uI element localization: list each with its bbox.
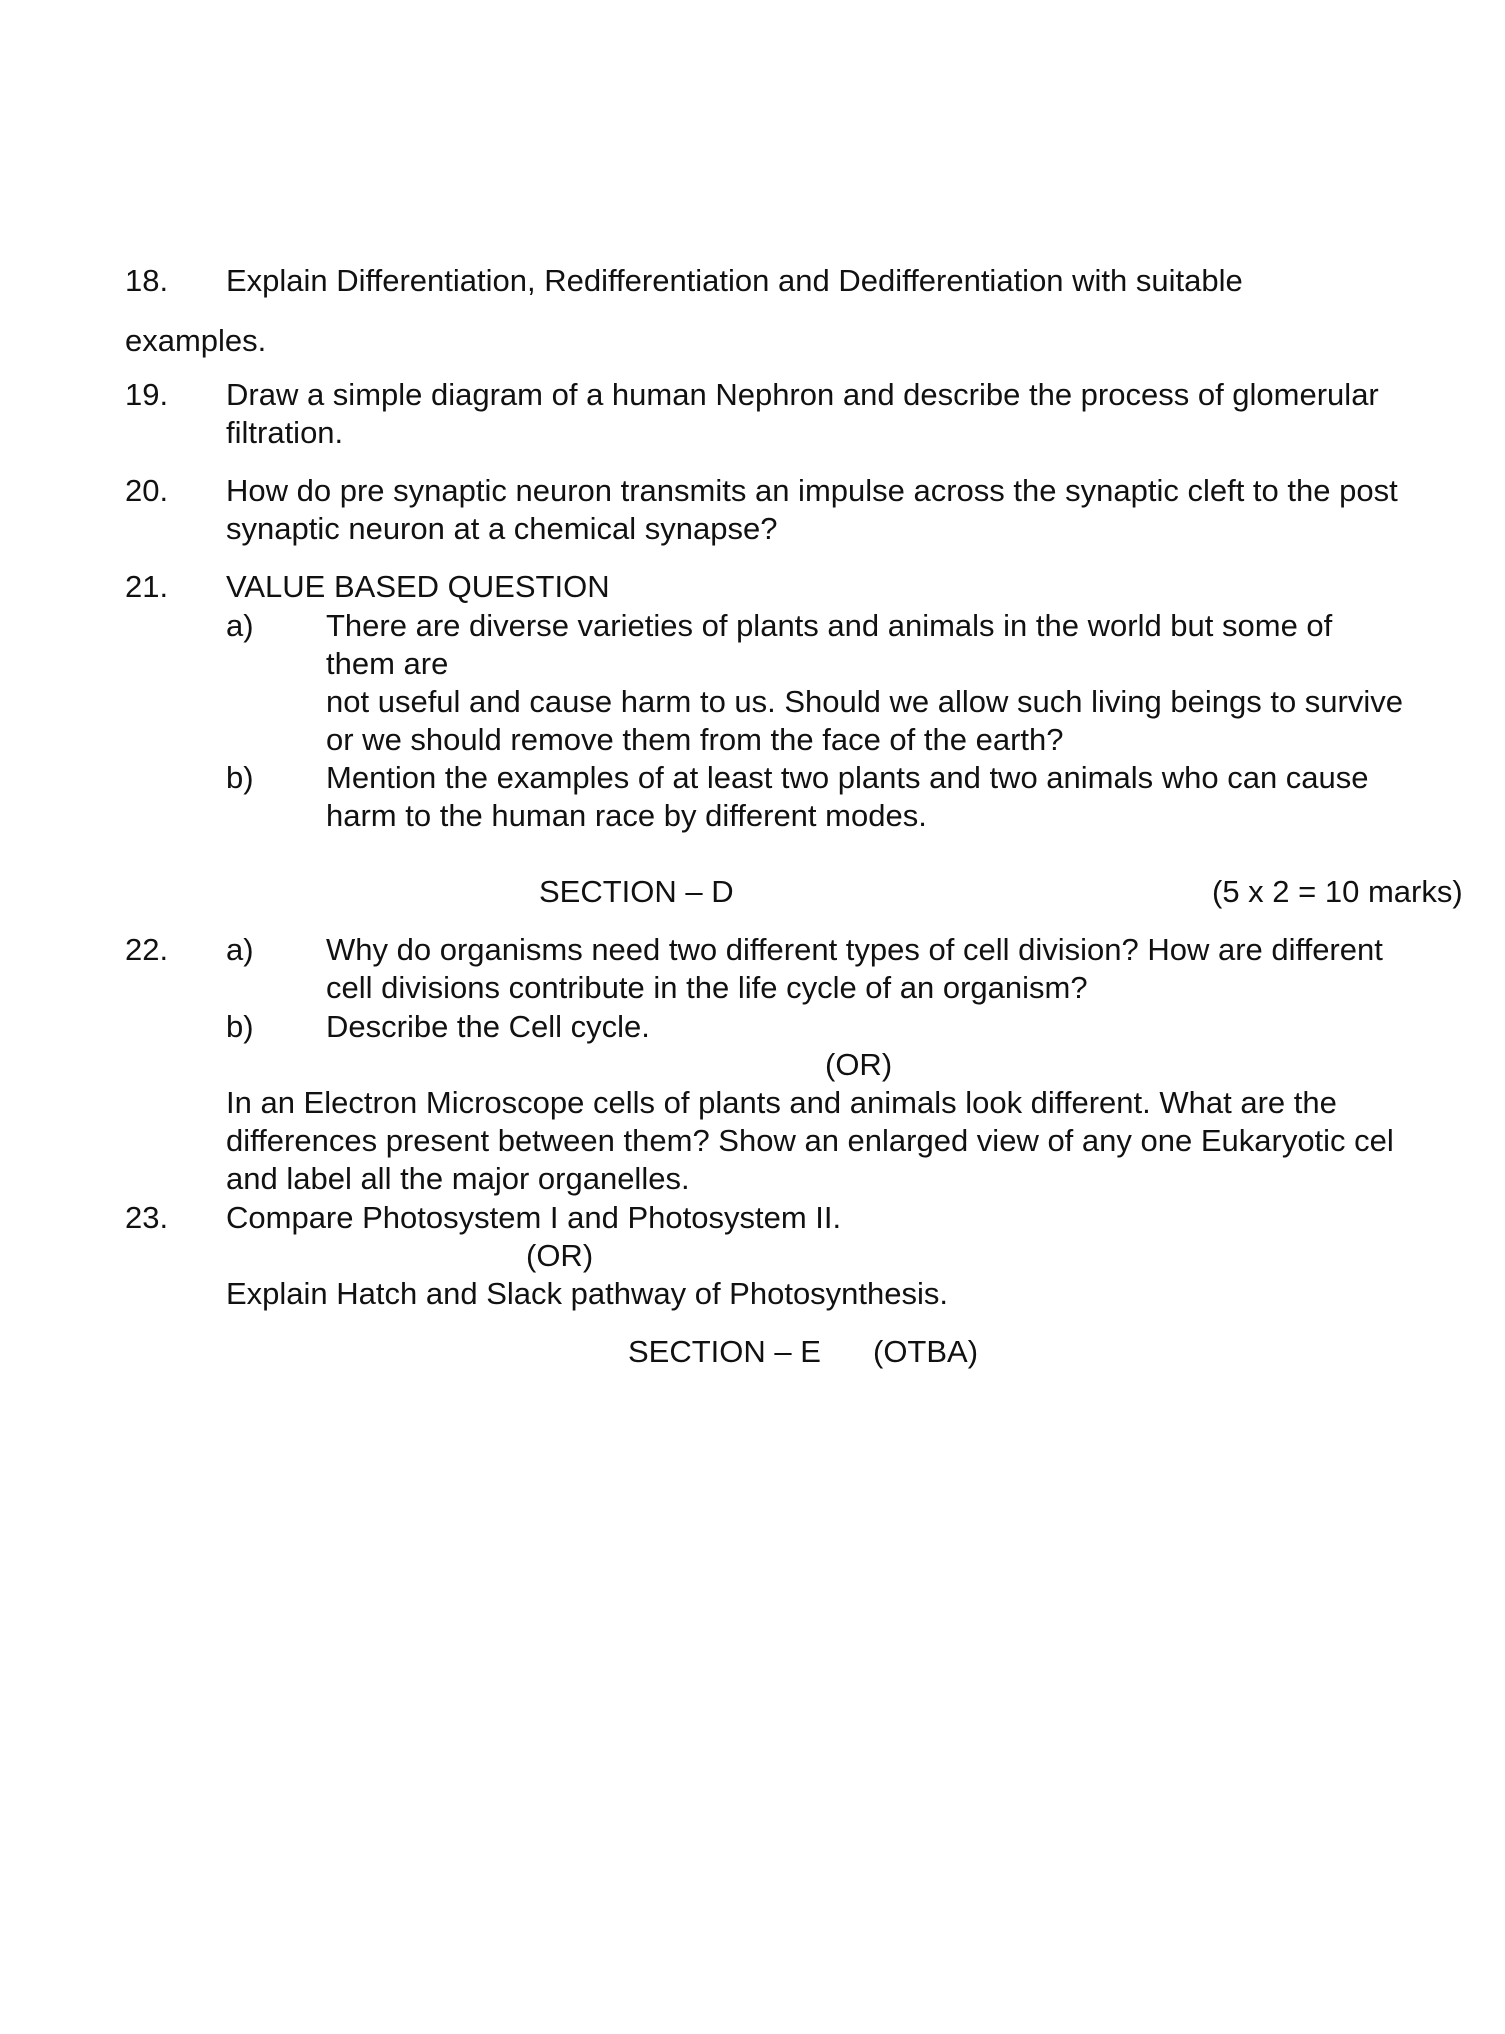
- question-text: filtration.: [226, 415, 344, 450]
- question-text: not useful and cause harm to us. Should we allow such living beings to survive: [326, 684, 1403, 719]
- question-text: Compare Photosystem I and Photosystem II.: [226, 1200, 842, 1235]
- question-text: harm to the human race by different modes.: [326, 798, 927, 833]
- question-text: Why do organisms need two different types of cell division? How are different: [326, 932, 1383, 967]
- section-title: SECTION – D: [539, 874, 734, 909]
- section-title: SECTION – E: [628, 1334, 821, 1369]
- section-suffix: (OTBA): [873, 1334, 979, 1369]
- question-title: VALUE BASED QUESTION: [226, 569, 610, 604]
- question-text: synaptic neuron at a chemical synapse?: [226, 511, 778, 546]
- question-text: There are diverse varieties of plants and animals in the world but some of: [326, 608, 1333, 643]
- sub-label-b: b): [226, 1009, 254, 1044]
- sub-label-a: a): [226, 932, 254, 967]
- question-text: differences present between them? Show an enlarged view of any one Eukaryotic cel: [226, 1123, 1394, 1158]
- section-marks: (5 x 2 = 10 marks): [1212, 874, 1463, 909]
- question-text: Explain Hatch and Slack pathway of Photosynthesis.: [226, 1276, 949, 1311]
- sub-label-b: b): [226, 760, 254, 795]
- question-text: Describe the Cell cycle.: [326, 1009, 650, 1044]
- question-number: 21.: [125, 569, 169, 604]
- question-text: Explain Differentiation, Redifferentiation and Dedifferentiation with suitable: [226, 263, 1243, 298]
- question-number: 22.: [125, 932, 169, 967]
- question-text: Draw a simple diagram of a human Nephron and describe the process of glomerular: [226, 377, 1379, 412]
- question-text: Mention the examples of at least two plants and two animals who can cause: [326, 760, 1369, 795]
- question-text: cell divisions contribute in the life cycle of an organism?: [326, 970, 1088, 1005]
- question-number: 19.: [125, 377, 169, 412]
- question-text: examples.: [125, 323, 267, 358]
- sub-label-a: a): [226, 608, 254, 643]
- question-text: or we should remove them from the face of the earth?: [326, 722, 1064, 757]
- question-number: 18.: [125, 263, 169, 298]
- or-divider: (OR): [526, 1238, 594, 1273]
- or-divider: (OR): [825, 1047, 893, 1082]
- question-text: and label all the major organelles.: [226, 1161, 690, 1196]
- question-text: them are: [326, 646, 449, 681]
- question-text: In an Electron Microscope cells of plants and animals look different. What are the: [226, 1085, 1337, 1120]
- question-number: 23.: [125, 1200, 169, 1235]
- question-text: How do pre synaptic neuron transmits an impulse across the synaptic cleft to the post: [226, 473, 1398, 508]
- question-number: 20.: [125, 473, 169, 508]
